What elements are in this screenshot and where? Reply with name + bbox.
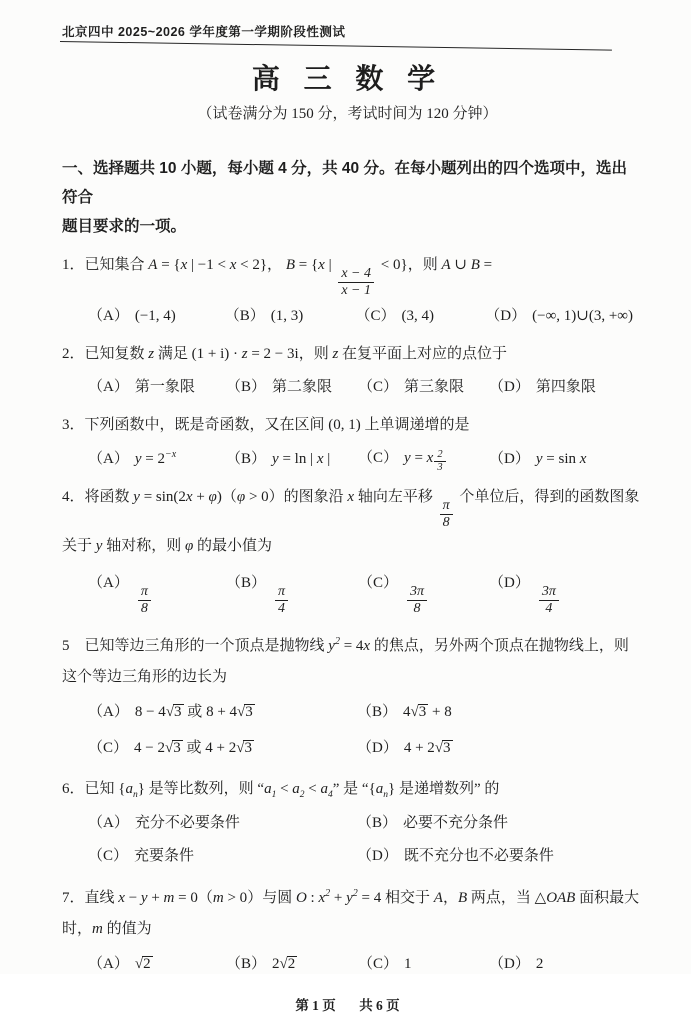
question-6-options-row1 — [62, 808, 633, 838]
question-1-option-b — [225, 302, 356, 330]
question-5-stem-line2: 这个等边三角形的边长为 — [62, 669, 228, 685]
option-value: 1 — [404, 956, 412, 972]
option-label: （B） — [357, 815, 398, 831]
exam-header: 北京四中 2025~2026 学年度第一学期阶段性测试 — [62, 25, 346, 39]
question-6-stem: 6．已知 $\{a_n\}$ 是等比数列，则 “$a_1 < a_2 < a_4$” 是 “$\{a_n\}$ 是递增数列” 的 — [62, 781, 500, 800]
option-value: y = ln | x | — [272, 450, 331, 467]
option-label: （D） — [357, 848, 398, 864]
question-2-option-d — [489, 373, 633, 401]
option-value: $\frac{\pi}{4}$ — [272, 575, 291, 591]
page-number-total: 共 6 页 — [359, 998, 400, 1013]
option-label: （B） — [226, 575, 267, 592]
question-1-option-a — [88, 302, 225, 330]
question-3-option-c — [358, 444, 489, 473]
option-value: (1, 3) — [270, 307, 304, 324]
option-value: 第二象限 — [272, 378, 333, 395]
option-value: (−1, 4) — [134, 307, 176, 324]
option-label: （A） — [88, 378, 129, 395]
question-7-stem-line1: 7．直线 x − y + m = 0（m > 0）与圆 O : $x^2 + y^2 = 4$ 相交于 A，B 两点，当 △OAB 面积最大 — [62, 888, 640, 906]
option-label: （A） — [88, 704, 129, 720]
option-value: 充要条件 — [134, 848, 195, 864]
question-4-stem-line1: 4．将函数 y = sin(2x + φ)（φ > 0）的图象沿 x 轴向左平移 $\frac{\pi}{8}$ 个单位后，得到的函数图象 — [62, 489, 640, 531]
question-6-option-a — [88, 808, 357, 838]
option-label: （D） — [489, 575, 530, 592]
option-label: （D） — [485, 307, 527, 324]
option-value: 4 + 2√3 — [403, 740, 451, 756]
question-6 — [62, 774, 633, 871]
question-7-stem-line2: 时，m 的值为 — [62, 921, 152, 937]
section-instructions — [62, 154, 633, 241]
option-label: （C） — [358, 378, 399, 395]
option-value: 第一象限 — [134, 378, 195, 395]
question-2-option-a — [88, 373, 226, 401]
question-4-option-c — [358, 569, 489, 617]
question-5-stem-line1: 5 已知等边三角形的一个顶点是抛物线 $y^2 = 4x$ 的焦点，另外两个顶点在抛物线上，则 — [62, 636, 629, 654]
question-5-option-b — [357, 696, 633, 729]
question-1-option-c — [356, 302, 486, 330]
option-label: （C） — [88, 848, 129, 864]
question-4-options — [62, 569, 633, 617]
question-6-option-d — [357, 841, 633, 871]
option-label: （B） — [226, 450, 267, 467]
question-2 — [62, 339, 633, 401]
question-5-option-c — [88, 732, 357, 765]
question-5-option-a — [88, 696, 357, 729]
option-label: （D） — [357, 740, 398, 756]
option-label: （C） — [358, 575, 399, 592]
option-label: （B） — [224, 307, 265, 324]
section-instructions-line2: 题目要求的一项。 — [62, 218, 187, 235]
question-4 — [62, 482, 640, 617]
question-2-options — [62, 373, 633, 401]
question-5-options-row1 — [62, 696, 633, 729]
option-label: （B） — [357, 704, 398, 720]
option-label: （D） — [489, 956, 530, 972]
option-value: (3, 4) — [401, 307, 435, 324]
question-6-option-b — [357, 808, 633, 838]
option-value: $\frac{3\pi}{4}$ — [536, 575, 562, 591]
question-3-options — [62, 444, 633, 473]
option-value: y = sin x — [535, 450, 587, 467]
question-2-option-b — [226, 373, 358, 401]
exam-title: 高 三 数 学 — [251, 63, 444, 94]
option-label: （B） — [226, 378, 267, 395]
option-label: （B） — [226, 956, 267, 972]
option-label: （A） — [88, 815, 129, 831]
question-3 — [62, 410, 633, 473]
question-1-options — [62, 302, 633, 330]
option-label: （C） — [358, 449, 399, 466]
option-value: 2 — [535, 956, 544, 972]
option-label: （D） — [489, 378, 530, 395]
option-label: （C） — [355, 307, 396, 324]
option-value: 8 − 4√3 或 8 + 4√3 — [134, 704, 253, 720]
question-4-option-d — [489, 569, 633, 617]
option-label: （A） — [88, 956, 129, 972]
question-3-option-a — [88, 445, 226, 473]
option-value: √2 — [134, 956, 151, 972]
question-6-option-c — [88, 841, 357, 871]
question-7 — [62, 883, 640, 978]
option-value: 4 − 2√3 或 4 + 2√3 — [134, 740, 252, 756]
question-5 — [62, 631, 633, 765]
option-label: （C） — [358, 956, 399, 972]
option-value: 2√2 — [272, 956, 296, 972]
question-1-stem: 1．已知集合 A = {x | −1 < x < 2}， B = {x | $\frac{x - 4}{x - 1}$ < 0}，则 A ∪ B = — [62, 257, 493, 298]
option-value: (−∞, 1)∪(3, +∞) — [532, 307, 633, 324]
option-value: 必要不充分条件 — [403, 815, 509, 831]
page-footer — [62, 994, 633, 1014]
question-1 — [62, 250, 633, 330]
section-instructions-line1: 一、选择题共 10 小题，每小题 4 分，共 40 分。在每小题列出的四个选项中，选出符合 — [62, 160, 627, 206]
option-value: 充分不必要条件 — [134, 815, 240, 831]
question-2-option-c — [358, 373, 489, 401]
option-value: 既不充分也不必要条件 — [403, 848, 554, 864]
exam-subtitle: （试卷满分为 150 分，考试时间为 120 分钟） — [197, 106, 498, 122]
question-3-option-d — [489, 445, 633, 473]
option-value: 第四象限 — [535, 378, 596, 395]
option-value: y = x $\frac{2}{3}$ — [404, 450, 447, 466]
question-5-options-row2 — [62, 732, 633, 765]
question-1-option-d — [485, 302, 633, 330]
option-value: 第三象限 — [404, 378, 465, 395]
question-4-option-b — [226, 569, 358, 617]
option-value: 4√3 + 8 — [403, 704, 452, 720]
question-3-stem: 3．下列函数中，既是奇函数，又在区间 (0, 1) 上单调递增的是 — [62, 416, 470, 433]
option-value: $\frac{\pi}{8}$ — [135, 575, 154, 591]
question-2-stem: 2．已知复数 z 满足 (1 + i) · z = 2 − 3i，则 z 在复平面上对应的点位于 — [62, 345, 508, 362]
question-6-options-row2 — [62, 841, 633, 871]
page-number-current: 第 1 页 — [295, 998, 336, 1013]
question-5-option-d — [357, 732, 633, 765]
question-4-stem-line2: 关于 y 轴对称，则 φ 的最小值为 — [62, 538, 273, 555]
option-value: $\frac{3\pi}{8}$ — [404, 575, 430, 591]
option-label: （A） — [88, 307, 129, 324]
option-label: （A） — [88, 450, 129, 467]
option-label: （D） — [489, 450, 530, 467]
option-value: $y = 2^{-x}$ — [134, 448, 177, 467]
question-3-option-b — [226, 445, 358, 473]
option-label: （C） — [88, 740, 129, 756]
question-4-option-a — [88, 569, 226, 617]
option-label: （A） — [88, 575, 129, 592]
